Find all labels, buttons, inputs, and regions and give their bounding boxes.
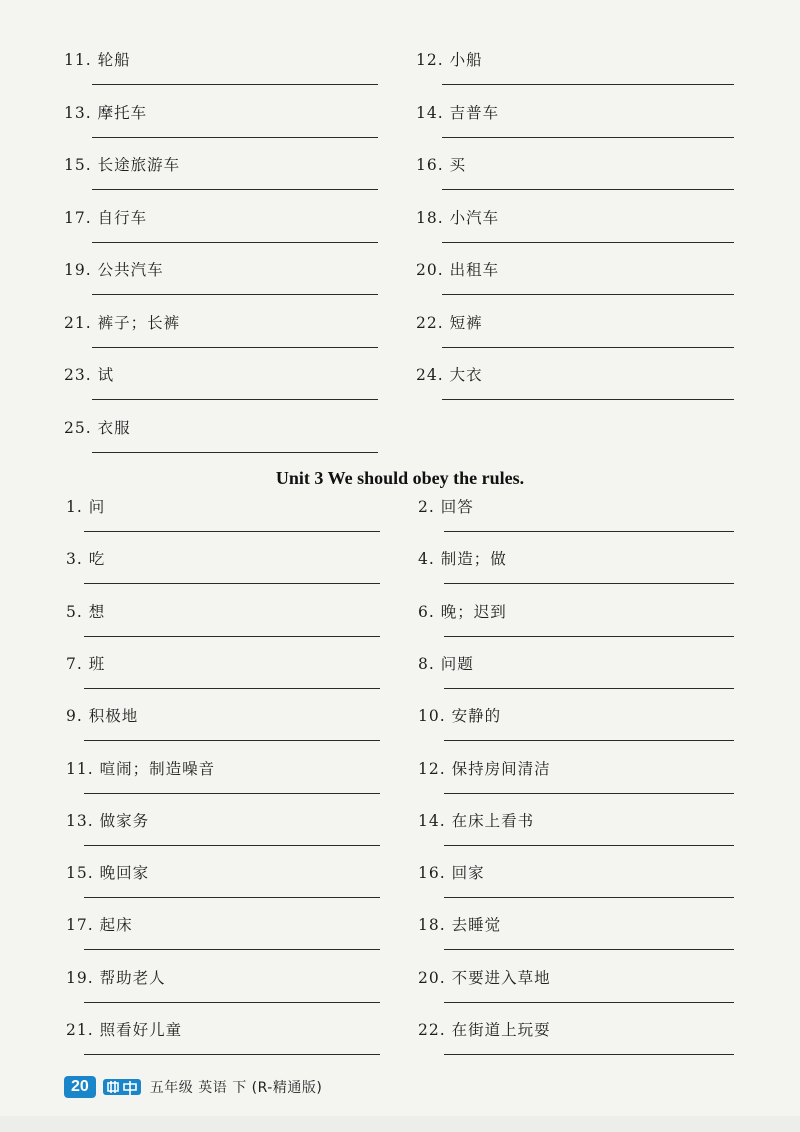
vocab-item	[418, 809, 738, 861]
vocab-prompt: 2. 回答	[418, 498, 474, 516]
answer-line[interactable]	[92, 347, 378, 348]
vocab-item	[66, 809, 386, 861]
vocab-prompt: 8. 问题	[418, 654, 474, 673]
vocab-prompt: 17. 自行车	[64, 208, 148, 227]
answer-line[interactable]	[442, 294, 734, 295]
brand-logo	[102, 1076, 142, 1098]
vocab-item	[66, 757, 386, 809]
answer-line[interactable]	[84, 845, 380, 846]
vocab-prompt: 4. 制造；做	[418, 550, 507, 569]
answer-line[interactable]	[92, 242, 378, 243]
vocab-item	[418, 861, 738, 913]
vocab-item	[418, 966, 738, 1018]
answer-line[interactable]	[92, 84, 378, 85]
vocab-prompt: 14. 吉普车	[416, 103, 500, 122]
vocab-prompt: 6. 晚；迟到	[418, 602, 507, 621]
vocab-prompt: 10. 安静的	[418, 707, 502, 726]
vocab-prompt: 20. 出租车	[416, 261, 500, 279]
page-bottom-edge	[0, 1116, 800, 1132]
answer-line[interactable]	[442, 242, 734, 243]
book-title: 五年级 英语 下 (R-精通版)	[149, 1080, 323, 1096]
vocab-item	[66, 600, 386, 652]
vocab-item	[418, 547, 738, 599]
vocab-item	[416, 258, 736, 310]
vocab-item	[64, 206, 384, 258]
answer-line[interactable]	[92, 399, 378, 400]
answer-line[interactable]	[442, 399, 734, 400]
answer-line[interactable]	[444, 1002, 734, 1003]
vocab-item	[64, 363, 384, 415]
vocab-item	[418, 704, 738, 756]
vocab-prompt: 3. 吃	[66, 550, 106, 569]
vocab-item	[66, 652, 386, 704]
vocab-prompt: 19. 帮助老人	[66, 968, 166, 987]
vocab-item	[418, 1018, 738, 1070]
brand-logo-icon	[102, 1076, 142, 1098]
answer-line[interactable]	[442, 137, 734, 138]
vocab-item	[64, 101, 384, 153]
answer-line[interactable]	[84, 688, 380, 689]
vocab-prompt: 18. 小汽车	[416, 208, 500, 227]
answer-line[interactable]	[84, 793, 380, 794]
vocab-prompt: 24. 大衣	[416, 366, 483, 384]
answer-line[interactable]	[442, 347, 734, 348]
vocab-prompt: 20. 不要进入草地	[418, 968, 551, 987]
vocab-item	[418, 913, 738, 965]
answer-line[interactable]	[84, 949, 380, 950]
vocab-prompt: 7. 班	[66, 654, 106, 673]
page-footer	[64, 1074, 322, 1100]
vocab-prompt: 16. 回家	[418, 864, 485, 883]
vocab-prompt: 14. 在床上看书	[418, 811, 535, 830]
vocab-item	[416, 48, 736, 100]
answer-line[interactable]	[444, 688, 734, 689]
answer-line[interactable]	[444, 740, 734, 741]
vocab-prompt: 11. 轮船	[64, 51, 131, 69]
answer-line[interactable]	[92, 294, 378, 295]
answer-line[interactable]	[444, 949, 734, 950]
vocab-item	[416, 153, 736, 205]
answer-line[interactable]	[84, 740, 380, 741]
answer-line[interactable]	[442, 84, 734, 85]
answer-line[interactable]	[84, 583, 380, 584]
vocab-prompt: 9. 积极地	[66, 707, 139, 726]
vocab-item	[418, 757, 738, 809]
answer-line[interactable]	[92, 452, 378, 453]
answer-line[interactable]	[444, 845, 734, 846]
answer-line[interactable]	[444, 583, 734, 584]
vocab-prompt: 16. 买	[416, 156, 467, 174]
vocab-item	[66, 1018, 386, 1070]
vocab-item	[66, 861, 386, 913]
vocab-prompt: 21. 裤子；长裤	[64, 313, 181, 332]
vocab-prompt: 19. 公共汽车	[64, 261, 164, 279]
vocab-item	[66, 966, 386, 1018]
vocab-item	[66, 547, 386, 599]
vocab-prompt: 13. 摩托车	[64, 103, 148, 122]
answer-line[interactable]	[442, 189, 734, 190]
answer-line[interactable]	[444, 793, 734, 794]
vocab-prompt: 15. 长途旅游车	[64, 156, 181, 174]
vocab-item	[64, 258, 384, 310]
vocab-item	[64, 416, 384, 468]
vocab-prompt: 1. 问	[66, 498, 106, 516]
page-number: 20	[64, 1076, 96, 1098]
vocab-prompt: 15. 晚回家	[66, 864, 150, 883]
vocab-item	[416, 206, 736, 258]
vocab-prompt: 5. 想	[66, 602, 106, 621]
vocab-item	[416, 311, 736, 363]
vocab-prompt: 21. 照看好儿童	[66, 1021, 183, 1039]
answer-line[interactable]	[444, 636, 734, 637]
answer-line[interactable]	[444, 1054, 734, 1055]
vocab-prompt: 13. 做家务	[66, 811, 150, 830]
vocab-item	[64, 153, 384, 205]
vocab-prompt: 23. 试	[64, 366, 115, 384]
answer-line[interactable]	[84, 531, 380, 532]
answer-line[interactable]	[84, 1002, 380, 1003]
unit-title: Unit 3 We should obey the rules.	[275, 468, 525, 488]
vocab-prompt: 18. 去睡觉	[418, 916, 502, 935]
vocab-item	[418, 652, 738, 704]
vocab-prompt: 25. 衣服	[64, 418, 131, 437]
vocab-item	[66, 495, 386, 547]
vocab-prompt: 22. 在街道上玩耍	[418, 1021, 551, 1039]
vocab-prompt: 12. 保持房间清洁	[418, 759, 551, 778]
vocab-item	[64, 48, 384, 100]
answer-line[interactable]	[84, 636, 380, 637]
vocab-prompt: 11. 喧闹；制造噪音	[66, 759, 216, 778]
vocab-item	[66, 913, 386, 965]
answer-line[interactable]	[84, 897, 380, 898]
vocab-item	[416, 101, 736, 153]
answer-line[interactable]	[444, 897, 734, 898]
vocab-item	[418, 600, 738, 652]
answer-line[interactable]	[92, 189, 378, 190]
vocab-item	[418, 495, 738, 547]
answer-line[interactable]	[444, 531, 734, 532]
answer-line[interactable]	[92, 137, 378, 138]
vocab-item	[416, 363, 736, 415]
vocab-prompt: 22. 短裤	[416, 313, 483, 332]
answer-line[interactable]	[84, 1054, 380, 1055]
vocab-item	[64, 311, 384, 363]
vocab-prompt: 17. 起床	[66, 916, 133, 935]
vocab-item	[66, 704, 386, 756]
vocab-prompt: 12. 小船	[416, 51, 483, 69]
